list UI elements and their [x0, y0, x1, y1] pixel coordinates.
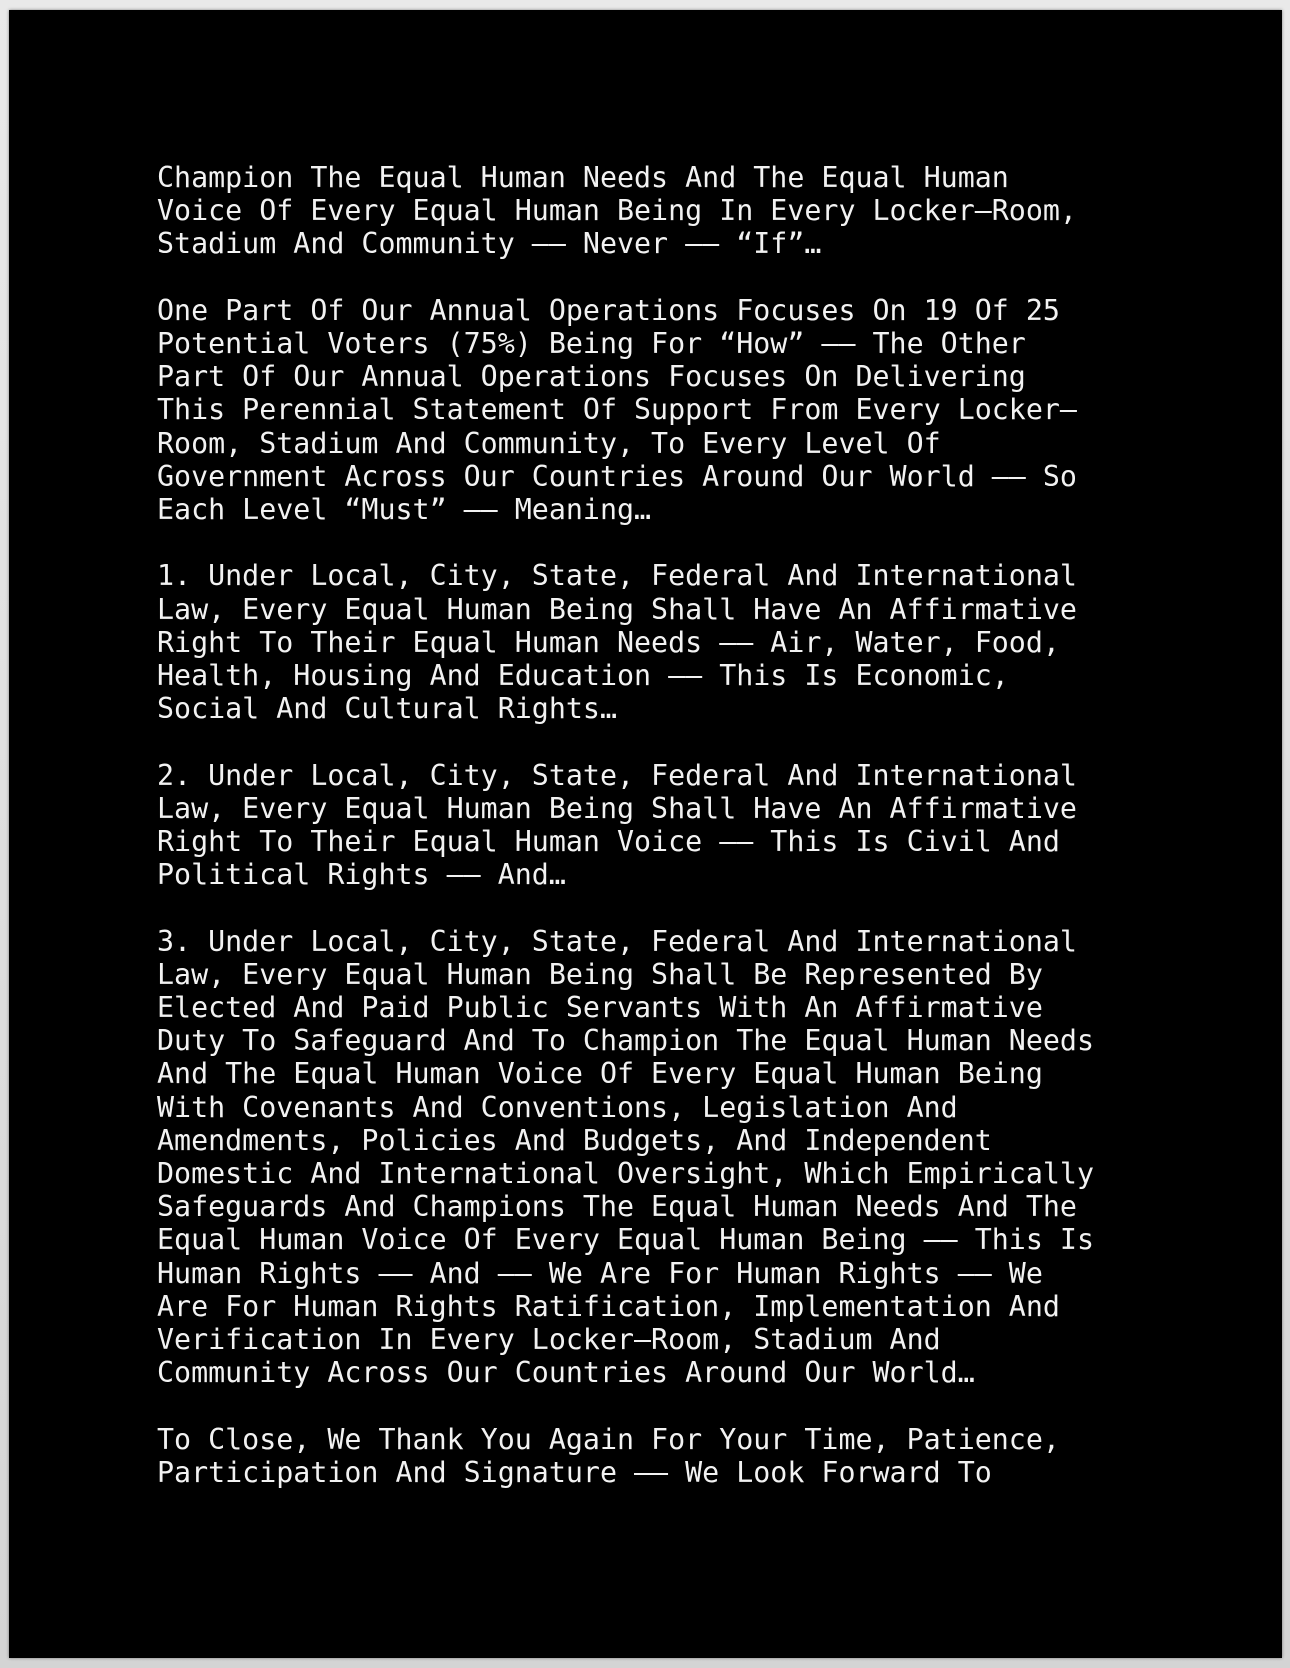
text-line: Champion The Equal Human Needs And The Equal Human: [157, 161, 1009, 194]
document-text: [157, 161, 1217, 1522]
text-line: Law, Every Equal Human Being Shall Have An Affirmative: [157, 791, 1077, 825]
text-line: And The Equal Human Voice Of Every Equal Human Being: [157, 1057, 1043, 1091]
text-line: Room, Stadium And Community, To Every Level Of: [157, 426, 941, 460]
text-line: Health, Housing And Education –– This Is Economic,: [157, 659, 1009, 693]
text-line: Voice Of Every Equal Human Being In Every Locker–Room,: [157, 194, 1077, 228]
text-line: Amendments, Policies And Budgets, And Independent: [157, 1123, 992, 1157]
text-line: Verification In Every Locker–Room, Stadium And: [157, 1323, 941, 1357]
text-line: Domestic And International Oversight, Which Empirically: [157, 1157, 1094, 1191]
text-line: Duty To Safeguard And To Champion The Equal Human Needs: [157, 1024, 1094, 1058]
text-line: 1. Under Local, City, State, Federal And International: [157, 559, 1077, 593]
text-line: Law, Every Equal Human Being Shall Have An Affirmative: [157, 592, 1077, 626]
text-line: Right To Their Equal Human Voice –– This Is Civil And: [157, 825, 1060, 859]
paragraph-intro: [157, 161, 1217, 261]
text-line: Elected And Paid Public Servants With An Affirmative: [157, 991, 1043, 1025]
text-line: Political Rights –– And…: [157, 858, 566, 892]
paragraph-item-1: [157, 559, 1217, 725]
text-line: Potential Voters (75%) Being For “How” –– The Other: [157, 327, 1026, 360]
text-line: Stadium And Community –– Never –– “If”…: [157, 227, 822, 261]
paragraph-operations: [157, 294, 1217, 526]
text-line: Participation And Signature –– We Look Forward To: [157, 1455, 992, 1489]
text-line: Safeguards And Champions The Equal Human Needs And The: [157, 1190, 1077, 1224]
text-line: Government Across Our Countries Around Our World –– So: [157, 459, 1077, 493]
text-line: 2. Under Local, City, State, Federal And International: [157, 758, 1077, 792]
document-page: [9, 10, 1282, 1658]
text-line: To Close, We Thank You Again For Your Time, Patience,: [157, 1422, 1060, 1456]
paragraph-item-3: [157, 925, 1217, 1390]
text-line: 3. Under Local, City, State, Federal And International: [157, 924, 1077, 958]
text-line: Part Of Our Annual Operations Focuses On Delivering: [157, 360, 1026, 394]
text-line: Right To Their Equal Human Needs –– Air, Water, Food,: [157, 625, 1060, 659]
paragraph-closing: [157, 1423, 1217, 1489]
paragraph-item-2: [157, 759, 1217, 892]
text-line: With Covenants And Conventions, Legislation And: [157, 1090, 958, 1124]
text-line: This Perennial Statement Of Support From Every Locker–: [157, 393, 1077, 427]
text-line: Social And Cultural Rights…: [157, 692, 617, 726]
text-line: Each Level “Must” –– Meaning…: [157, 493, 652, 527]
text-line: One Part Of Our Annual Operations Focuses On 19 Of 25: [157, 293, 1060, 327]
text-line: Are For Human Rights Ratification, Implementation And: [157, 1289, 1060, 1323]
text-line: Community Across Our Countries Around Our World…: [157, 1356, 975, 1390]
text-line: Law, Every Equal Human Being Shall Be Represented By: [157, 957, 1043, 991]
text-line: Equal Human Voice Of Every Equal Human Being –– This Is: [157, 1223, 1094, 1257]
text-line: Human Rights –– And –– We Are For Human Rights –– We: [157, 1256, 1043, 1290]
